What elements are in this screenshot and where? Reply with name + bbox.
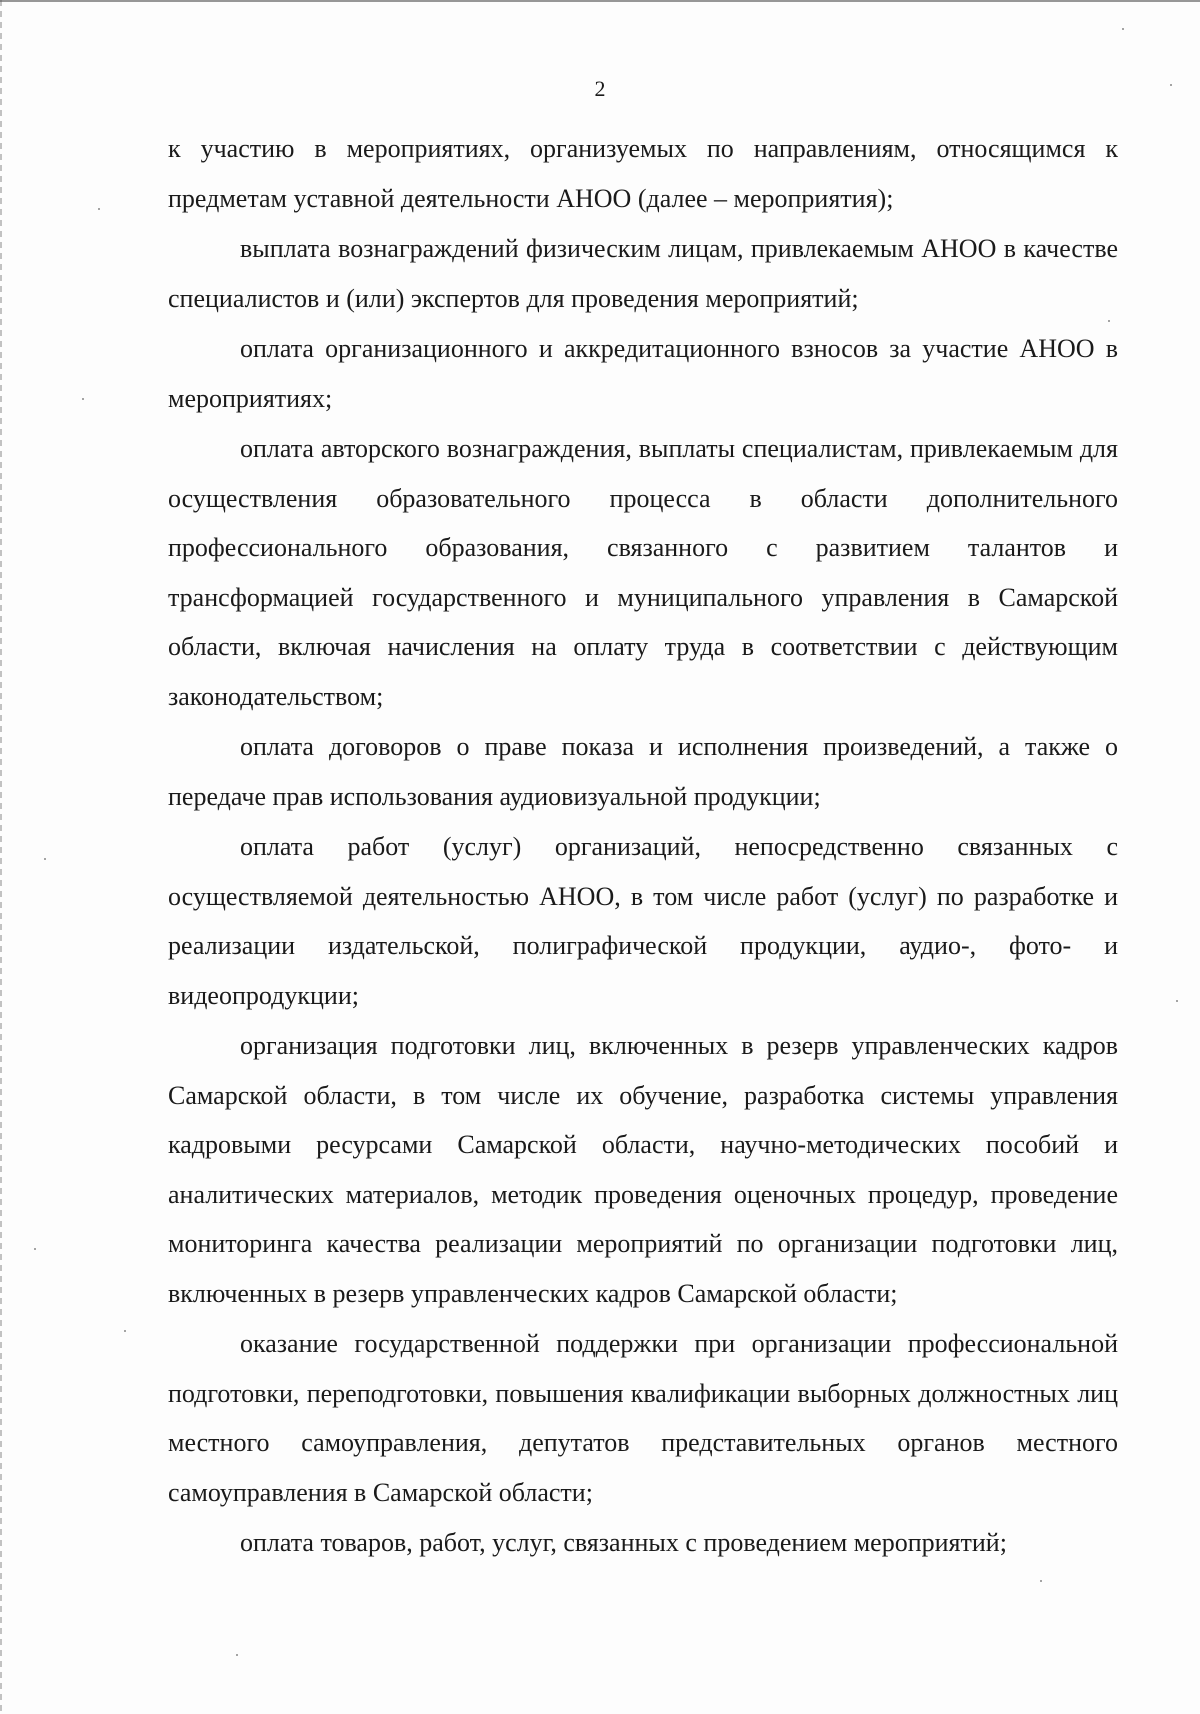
scan-speck (236, 1654, 238, 1656)
scan-speck (82, 398, 84, 400)
document-body (168, 124, 1118, 1569)
paragraph-author-remuneration: оплата авторского вознаграждения, выплаты специалистам, привлекаемым для осуществления образовательного процесса в области дополнительного профессионального образования, связанного с развитием талантов и трансформацией государственного и муниципального управления в Самарской области, включая начисления на оплату труда в соответствии с действующим законодательством; (168, 434, 1118, 711)
paragraph-services-payment: оплата работ (услуг) организаций, непосредственно связанных с осуществляемой деятельностью АНОО, в том числе работ (услуг) по разработке и реализации издательской, полиграфической продукции, аудио-, фото- и видеопродукции; (168, 832, 1118, 1010)
scan-speck (34, 1248, 36, 1250)
scan-speck (44, 858, 46, 860)
paragraph-expert-fees: выплата вознаграждений физическим лицам, привлекаемым АНОО в качестве специалистов и (или) экспертов для проведения мероприятий; (168, 234, 1118, 313)
scan-speck (124, 1330, 126, 1332)
scan-speck (98, 208, 100, 210)
scan-left-edge (0, 0, 2, 1714)
paragraph-accreditation-fees: оплата организационного и аккредитационного взносов за участие АНОО в мероприятиях; (168, 334, 1118, 413)
page-number: 2 (594, 76, 606, 101)
paragraph-reserve-training: организация подготовки лиц, включенных в резерв управленческих кадров Самарской области, в том числе их обучение, разработка системы управления кадровыми ресурсами Самарской области, научно-методических пособий и аналитических материалов, методик проведения оценочных процедур, проведение мониторинга качества реализации мероприятий по организации подготовки лиц, включенных в резерв управленческих кадров Самарской области; (168, 1031, 1118, 1308)
paragraph-state-support: оказание государственной поддержки при организации профессиональной подготовки, переподготовки, повышения квалификации выборных должностных лиц местного самоуправления, депутатов представительных органов местного самоуправления в Самарской области; (168, 1329, 1118, 1507)
paragraph-continuation: к участию в мероприятиях, организуемых по направлениям, относящимся к предметам уставной деятельности АНОО (далее – мероприятия); (168, 134, 1118, 213)
paragraph-goods-payment: оплата товаров, работ, услуг, связанных с проведением мероприятий; (240, 1528, 1007, 1557)
scan-speck (1122, 28, 1124, 30)
scan-speck (1040, 1580, 1042, 1582)
scan-speck (1176, 1000, 1178, 1002)
paragraph-performance-rights: оплата договоров о праве показа и исполнения произведений, а также о передаче прав использования аудиовизуальной продукции; (168, 732, 1118, 811)
scan-top-edge (0, 0, 1200, 2)
